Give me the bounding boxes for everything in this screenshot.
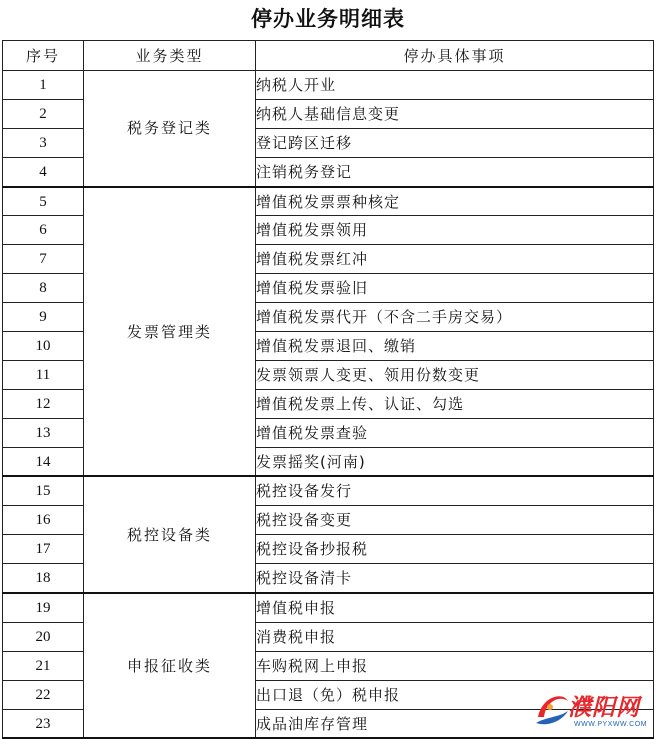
category-cell: 发票管理类: [84, 187, 256, 477]
swirl-logo-icon: [532, 687, 572, 731]
row-number: 14: [3, 447, 84, 476]
item-cell: 增值税发票上传、认证、勾选: [256, 389, 654, 418]
table-body: [3, 71, 654, 739]
item-cell: 消费税申报: [256, 622, 654, 651]
item-cell: 税控设备抄报税: [256, 535, 654, 564]
page-title: 停办业务明细表: [251, 6, 405, 31]
row-number: 12: [3, 389, 84, 418]
row-number: 17: [3, 535, 84, 564]
item-cell: 增值税发票查验: [256, 418, 654, 447]
item-cell: 增值税发票红冲: [256, 245, 654, 274]
row-number: 20: [3, 622, 84, 651]
table-header-row: [3, 41, 654, 71]
row-number: 9: [3, 303, 84, 332]
item-cell: 税控设备清卡: [256, 564, 654, 593]
row-number: 19: [3, 593, 84, 622]
watermark: [532, 685, 652, 737]
item-cell: 成品油库存管理: [256, 709, 654, 738]
item-cell: 纳税人基础信息变更: [256, 99, 654, 128]
row-number: 16: [3, 506, 84, 535]
table-row: [3, 593, 654, 622]
watermark-name: 濮阳网: [568, 695, 640, 721]
row-number: 21: [3, 651, 84, 680]
item-cell: 增值税发票验旧: [256, 274, 654, 303]
header-item: 停办具体事项: [256, 41, 654, 71]
item-cell: 增值税发票退回、缴销: [256, 332, 654, 361]
table-row: [3, 476, 654, 505]
row-number: 7: [3, 245, 84, 274]
item-cell: 增值税发票票种核定: [256, 187, 654, 216]
row-number: 22: [3, 680, 84, 709]
item-cell: 发票摇奖(河南): [256, 447, 654, 476]
row-number: 15: [3, 476, 84, 505]
row-number: 6: [3, 216, 84, 245]
row-number: 10: [3, 332, 84, 361]
item-cell: 登记跨区迁移: [256, 128, 654, 157]
header-seq: 序号: [3, 41, 84, 71]
item-cell: 纳税人开业: [256, 71, 654, 100]
item-cell: 出口退（免）税申报: [256, 680, 654, 709]
row-number: 2: [3, 99, 84, 128]
item-cell: 增值税申报: [256, 593, 654, 622]
item-cell: 发票领票人变更、领用份数变更: [256, 360, 654, 389]
row-number: 1: [3, 71, 84, 100]
item-cell: 增值税发票代开（不含二手房交易）: [256, 303, 654, 332]
category-cell: 申报征收类: [84, 593, 256, 738]
item-cell: 税控设备变更: [256, 506, 654, 535]
row-number: 3: [3, 128, 84, 157]
table-row: [3, 71, 654, 100]
item-cell: 税控设备发行: [256, 476, 654, 505]
item-cell: 增值税发票领用: [256, 216, 654, 245]
row-number: 18: [3, 564, 84, 593]
row-number: 4: [3, 157, 84, 186]
category-cell: 税务登记类: [84, 71, 256, 187]
header-type: 业务类型: [84, 41, 256, 71]
category-cell: 税控设备类: [84, 476, 256, 593]
row-number: 11: [3, 360, 84, 389]
row-number: 5: [3, 187, 84, 216]
business-detail-table: [2, 40, 654, 739]
table-row: [3, 187, 654, 216]
row-number: 23: [3, 709, 84, 738]
row-number: 13: [3, 418, 84, 447]
row-number: 8: [3, 274, 84, 303]
item-cell: 车购税网上申报: [256, 651, 654, 680]
watermark-url: WWW.PYXWW.COM: [574, 721, 647, 728]
item-cell: 注销税务登记: [256, 157, 654, 186]
